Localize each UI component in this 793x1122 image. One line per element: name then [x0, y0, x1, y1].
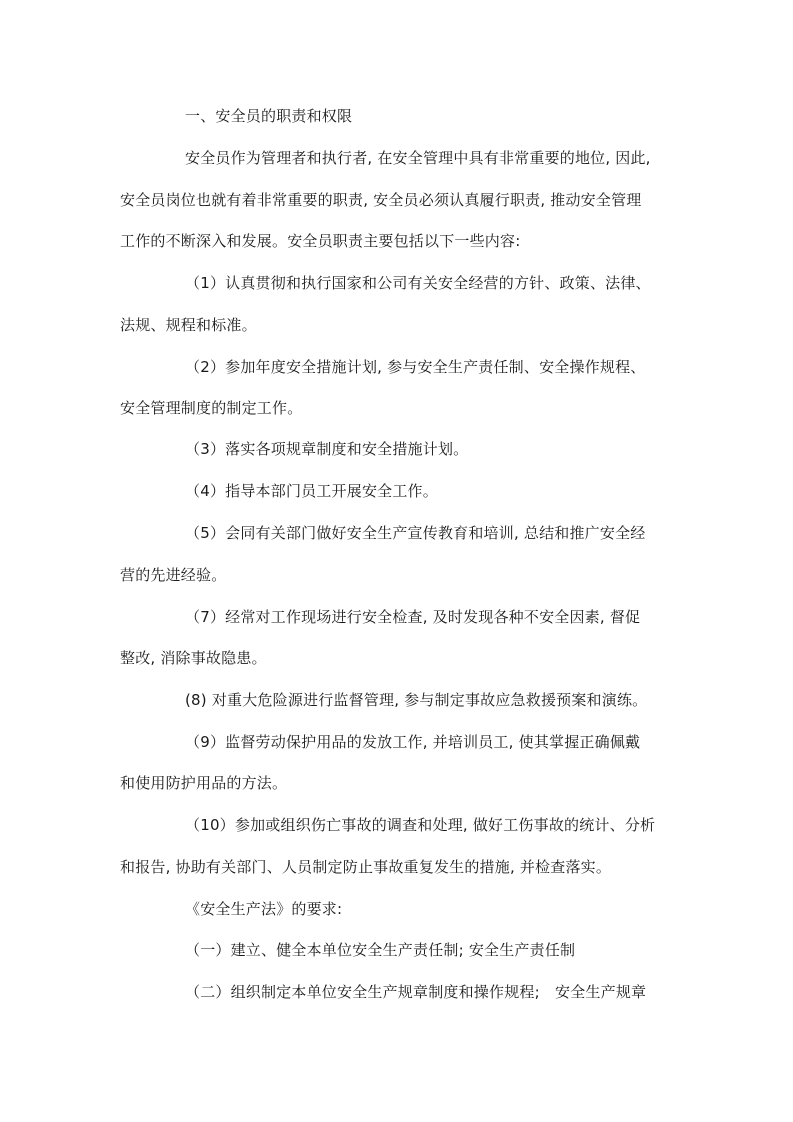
list-item-line: 安全管理制度的制定工作。 [120, 399, 303, 417]
list-item-line: （3）落实各项规章制度和安全措施计划。 [185, 440, 469, 458]
paragraph-line: 《安全生产法》的要求: [185, 900, 343, 918]
list-item-line: 和使用防护用品的方法。 [120, 774, 288, 792]
section-heading: 一、安全员的职责和权限 [185, 107, 353, 125]
list-item-line: （4）指导本部门员工开展安全工作。 [185, 482, 438, 500]
list-item-line: (8) 对重大危险源进行监督管理, 参与制定事故应急救援预案和演练。 [185, 691, 648, 709]
list-item-line: 营的先进经验。 [120, 566, 227, 584]
list-item-line: （7）经常对工作现场进行安全检查, 及时发现各种不安全因素, 督促 [185, 608, 641, 626]
list-item-line: 法规、规程和标准。 [120, 316, 257, 334]
list-item-line: （10）参加或组织伤亡事故的调查和处理, 做好工伤事故的统计、分析 [185, 816, 656, 834]
list-item-line: （1）认真贯彻和执行国家和公司有关安全经营的方针、政策、法律、 [185, 274, 651, 292]
list-item-line: （2）参加年度安全措施计划, 参与安全生产责任制、安全操作规程、 [185, 358, 646, 376]
paragraph-line: 安全员岗位也就有着非常重要的职责, 安全员必须认真履行职责, 推动安全管理 [120, 191, 642, 209]
paragraph-line: 工作的不断深入和发展。安全员职责主要包括以下一些内容: [120, 232, 521, 250]
list-item-line: 和报告, 协助有关部门、人员制定防止事故重复发生的措施, 并检查落实。 [120, 858, 612, 876]
list-item-line: （9）监督劳动保护用品的发放工作, 并培训员工, 使其掌握正确佩戴 [185, 733, 641, 751]
paragraph-line: 安全员作为管理者和执行者, 在安全管理中具有非常重要的地位, 因此, [185, 149, 651, 167]
list-item-line: （5）会同有关部门做好安全生产宣传教育和培训, 总结和推广安全经 [185, 524, 646, 542]
list-item-line: （二）组织制定本单位安全生产规章制度和操作规程; 安全生产规章 [185, 983, 647, 1001]
list-item-line: （一）建立、健全本单位安全生产责任制; 安全生产责任制 [185, 941, 576, 959]
list-item-line: 整改, 消除事故隐患。 [120, 649, 267, 667]
